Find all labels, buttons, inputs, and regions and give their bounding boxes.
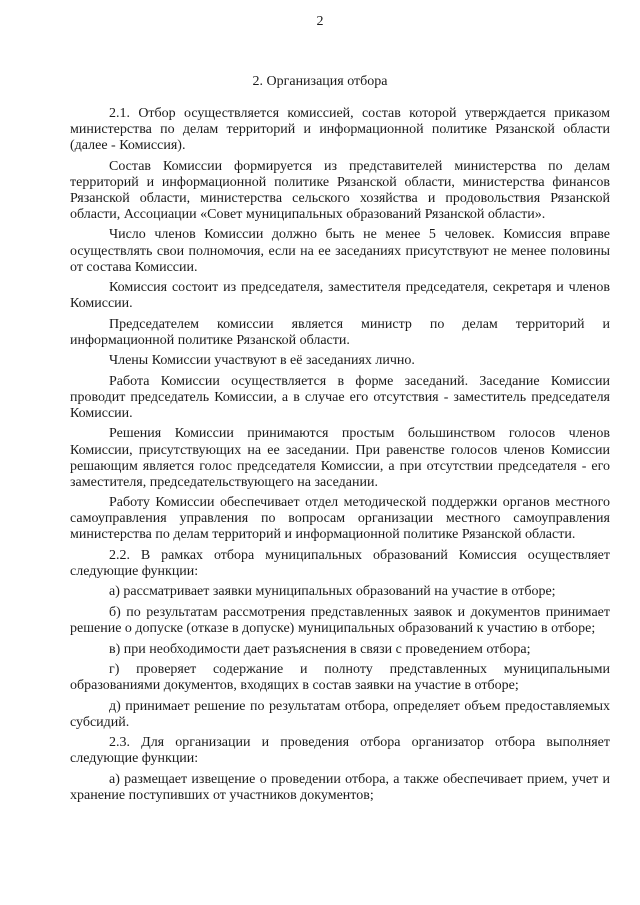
paragraph-meetings: Работа Комиссии осуществляется в форме заседаний. Заседание Комиссии проводит председатель Комиссии, а в случае его отсутствия - заместитель председателя Комиссии. xyxy=(70,373,610,421)
list-item-d: д) принимает решение по результатам отбора, определяет объем предоставляемых субсидий. xyxy=(70,698,610,730)
list-item-a: а) рассматривает заявки муниципальных образований на участие в отборе; xyxy=(109,584,556,600)
paragraph-2-2: 2.2. В рамках отбора муниципальных образований Комиссия осуществляет следующие функции: xyxy=(70,547,610,579)
paragraph-members-attendance: Члены Комиссии участвуют в её заседаниях лично. xyxy=(109,353,415,369)
list-item-v: в) при необходимости дает разъяснения в связи с проведением отбора; xyxy=(109,641,531,657)
paragraph-member-count: Число членов Комиссии должно быть не менее 5 человек. Комиссия вправе осуществлять свои полномочия, если на ее заседаниях присутствуют не менее половины от состава Комиссии. xyxy=(70,227,610,275)
page-number: 2 xyxy=(316,14,324,29)
paragraph-support-department: Работу Комиссии обеспечивает отдел методической поддержки органов местного самоуправления управления по вопросам организации местного самоуправления министерства по делам территорий и информационной политике Рязанской области. xyxy=(70,495,610,543)
section-title: 2. Организация отбора xyxy=(252,74,388,89)
paragraph-2-3: 2.3. Для организации и проведения отбора организатор отбора выполняет следующие функции: xyxy=(70,735,610,767)
list-item-g: г) проверяет содержание и полноту представленных муниципальными образованиями документов, входящих в состав заявки на участие в отборе; xyxy=(70,661,610,694)
paragraph-commission-structure: Комиссия состоит из председателя, заместителя председателя, секретаря и членов Комиссии. xyxy=(70,280,610,312)
paragraph-chairman: Председателем комиссии является министр по делам территорий и информационной политике Рязанской области. xyxy=(70,316,610,348)
list-item-2-3-a: а) размещает извещение о проведении отбора, а также обеспечивает прием, учет и хранение поступивших от участников документов; xyxy=(70,771,610,803)
paragraph-commission-composition: Состав Комиссии формируется из представителей министерства по делам территорий и информационной политике Рязанской области, министерства финансов Рязанской области, министерства сельского хозяйства и продовольствия Рязанской области, Ассоциации «Совет муниципальных образований Рязанской области». xyxy=(70,158,610,222)
list-item-b: б) по результатам рассмотрения представленных заявок и документов принимает решение о допуске (отказе в допуске) муниципальных образований к участию в отборе; xyxy=(70,604,610,637)
paragraph-2-1: 2.1. Отбор осуществляется комиссией, состав которой утверждается приказом министерства по делам территорий и информационной политике Рязанской области (далее - Комиссия). xyxy=(70,106,610,154)
document-body xyxy=(70,106,610,808)
paragraph-decisions: Решения Комиссии принимаются простым большинством голосов членов Комиссии, присутствующих на ее заседании. При равенстве голосов членов Комиссии решающим является голос председателя Комиссии, а при отсутствии председателя - его заместителя, председательствующего на заседании. xyxy=(70,426,610,490)
